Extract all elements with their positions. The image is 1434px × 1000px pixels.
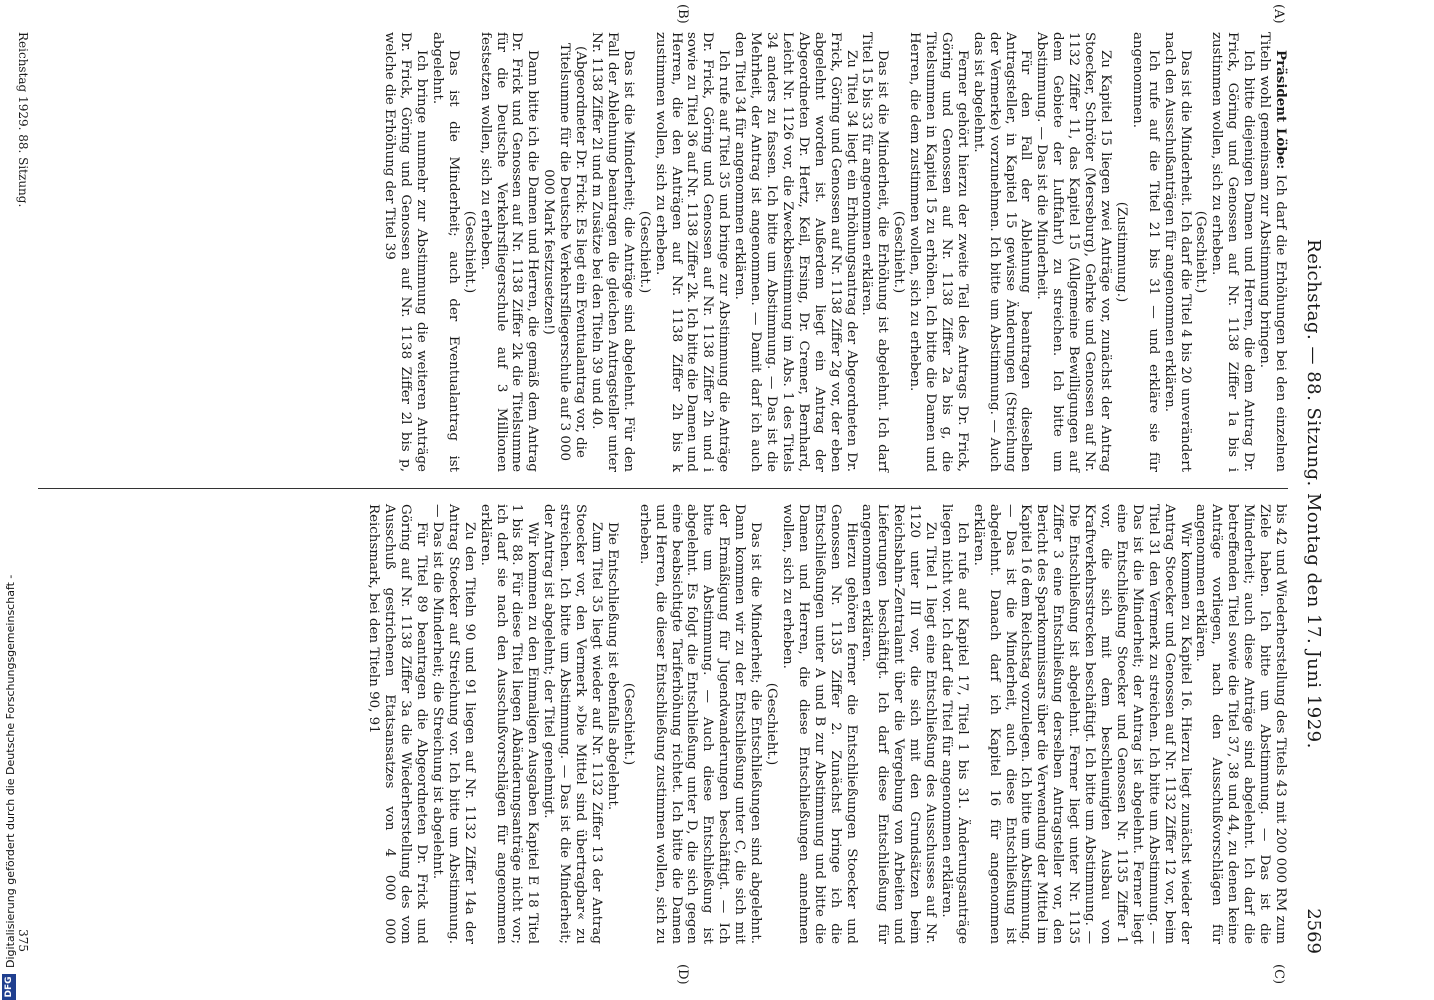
paragraph-text: Für den Fall der Ablehnung beantragen dieselben Antragsteller, in Kapitel 15 gewisse Änderungen (Streichung der Vermerke) vorzunehmen. Ich bitte um Abstimmung. — Auch das ist abgelehnt. — [970, 32, 1034, 472]
paragraph-text: Zu Titel 1 liegt eine Entschließung des Ausschusses auf Nr. 1120 unter III vor, die sich mit den Grundsätzen beim Reichsbahn-Zentralamt über die Vergebung von Arbeiten und Lieferungen beschäftigt. Ich darf diese Entschließung für angenommen erklären. — [859, 504, 939, 944]
paragraph-text: Ich rufe auf Titel 35 und bringe zur Abstimmung die Anträge Dr. Frick, Göring und Genossen auf Nr. 1138 Ziffer 2h und i sowie zu Titel 36 auf Nr. 1138 Ziffer 2k. Ich bitte die Damen und Herren, die den Anträgen auf Nr. 1138 Ziffer 2h bis k zustimmen wollen, sich zu erheben. — [652, 32, 732, 472]
margin-marker-a: (A) — [1271, 4, 1286, 24]
footer-sheet-number: 375 — [16, 929, 30, 952]
paragraph-text: Das ist die Minderheit; die Entschließungen sind abgelehnt. Dann kommen wir zu der Entschließung unter C, die sich mit der Ermäßigung für Jugendwanderungen beschäftigt. — Ich bitte um Abstimmung. — Auch diese Entschließung ist abgelehnt. Es folgt die Entschließung unter D, die sich gegen eine beabsichtigte Tariferhöhung richtet. Ich bitte die Damen und Herren, die dieser Entschließung zustimmen wollen, sich zu erheben. — [636, 504, 764, 944]
paragraph — [477, 504, 541, 944]
paragraph — [604, 504, 620, 944]
paragraph-text: Das ist die Minderheit, die Erhöhung ist abgelehnt. Ich darf Titel 15 bis 33 für angenommen erklären. — [859, 32, 891, 472]
paragraph-text: Zum Titel 35 liegt wieder auf Nr. 1132 Ziffer 13 der Antrag Stoecker vor, den Vermerk »Die Mittel sind übertragbar« zu streichen. Ich bitte um Abstimmung. — Das ist die Minderheit; der Antrag ist abgelehnt; der Titel genehmigt. — [541, 504, 605, 944]
paragraph — [540, 504, 604, 944]
paragraph-text: Wir kommen zu Kapitel 16. Hierzu liegt zunächst wieder der Antrag Stoecker und Genossen auf Nr. 1132 Ziffer 12 vor, beim Titel 31 den Vermerk zu streichen. Ich bitte um Abstimmung. — Das ist die Minderheit; der Antrag ist abgelehnt. Ferner liegt eine Entschließung Stoecker und Genossen Nr. 1135 Ziffer 1 vor, die sich mit dem beschleunigten Ausbau von Kraftverkehrsstrecken beschäftigt. Ich bitte um Abstimmung. — Die Entschließung ist abgelehnt. Ferner liegt unter Nr. 1135 Ziffer 3 eine Entschließung derselben Antragsteller vor, den Bericht des Sparkommissars über die Verwendung der Mittel im Kapitel 16 dem Reichstag vorzulegen. Ich bitte um Abstimmung. — Das ist die Minderheit, auch diese Entschließung ist abgelehnt. Danach darf ich Kapitel 16 für angenommen erklären. — [970, 504, 1193, 944]
paragraph-text: Ich rufe auf die Titel 21 bis 31 — und erkläre sie für angenommen. — [1129, 32, 1161, 472]
paragraph — [429, 32, 461, 472]
digitization-text: Digitalisierung gefördert durch die Deutsche Forschungsgemeinschaft - — [4, 574, 17, 968]
stage-direction: (Geschieht.) — [764, 682, 779, 766]
paragraph-text: Zu Titel 34 liegt ein Erhöhungsantrag der Abgeordneten Dr. Frick, Göring und Genossen auf Nr. 1138 Ziffer 2g vor, der eben abgelehnt worden ist. Außerdem liegt ein Antrag der Abgeordneten Dr. Hertz, Keil, Ersing, Dr. Cremer, Bernhard, Leicht Nr. 1126 vor, die Zweckbestimmung im Abs. 1 des Titels 34 anders zu fassen. Ich bitte um Abstimmung. — Das ist die Mehrheit, der Antrag ist angenommen. — Damit darf ich auch den Titel 34 für angenommen erklären. — [732, 32, 859, 472]
footer-signature: Reichstag 1929. 88. Sitzung. — [16, 32, 30, 208]
paragraph — [588, 32, 636, 472]
stage-direction: (Abgeordneter Dr. Frick: Es liegt ein Eventualantrag vor, die Titelsumme für die Deutsche Verkehrsfliegerschule auf 3 000 000 Mark festzusetzen!) — [541, 43, 589, 461]
paragraph-text: Zu den Titeln 90 und 91 liegen auf Nr. 1132 Ziffer 14a der Antrag Stoecker auf Streichung vor. Ich bitte um Abstimmung. — Das ist die Minderheit; die Streichung ist abgelehnt. — [429, 504, 477, 944]
stage-direction: (Geschieht.) — [620, 682, 636, 766]
paragraph — [970, 504, 1193, 944]
paragraph — [381, 32, 429, 472]
paragraph-text: Die Entschließung ist ebenfalls abgelehnt. — [604, 522, 620, 811]
digitization-notice — [0, 0, 20, 1000]
paragraph-text: Das ist die Minderheit; auch der Eventualantrag ist abgelehnt. — [429, 32, 461, 472]
paragraph — [1161, 32, 1193, 472]
paragraph — [365, 504, 429, 944]
running-head: Reichstag. — 88. Sitzung. Montag den 17. Juni 1929. — [1303, 239, 1324, 749]
paragraph-text: Ferner gehört hierzu der zweite Teil des Antrags Dr. Frick, Göring und Genossen auf Nr. 1138 Ziffer 2a bis g, die Titelsummen in Kapitel 15 zu erhöhen. Ich bitte die Damen und Herren, die dem zustimmen wollen, sich zu erheben. — [907, 32, 970, 472]
paragraph — [429, 504, 477, 944]
paragraph — [652, 32, 732, 472]
paragraph — [1129, 32, 1161, 472]
left-column — [381, 32, 1288, 472]
column-divider — [38, 488, 1288, 489]
paragraph-text: Das ist die Minderheit; die Anträge sind abgelehnt. Für den Fall der Ablehnung beantragen die gleichen Antragsteller unter Nr. 1138 Ziffer 2l und m Zusätze bei den Titeln 39 und 40. — [589, 32, 636, 472]
stage-direction: (Geschieht.) — [461, 210, 477, 294]
page-number: 2569 — [1303, 908, 1324, 954]
paragraph: bis 42 und Wiederherstellung des Titels 43 mit 200 000 RM zum Ziele haben. Ich bitte um Abstimmung. — Das ist die Minderheit; auch diese Anträge sind abgelehnt. Ich darf die betreffenden Titel sowie die Titel 37, 38 und 44, zu denen keine Anträge vorliegen, nach den Ausschußvorschlägen für angenommen erklären. — [1193, 504, 1288, 944]
paragraph — [1208, 32, 1256, 472]
stage-direction: (Geschieht.) — [636, 210, 652, 294]
paragraph-text: Dann bitte ich die Damen und Herren, die gemäß dem Antrag Dr. Frick und Genossen auf Nr. 1138 Ziffer 2k die Titelsumme für die Deutsche Verkehrsfliegerschule auf 3 Millionen festsetzen wollen, sich zu erheben. — [477, 32, 541, 472]
paragraph — [970, 32, 1034, 472]
paragraph-text: Hierzu gehören ferner die Entschließungen Stoecker und Genossen Nr. 1135 Ziffer 2. Zunächst bringe ich die Entschließungen unter A und B zur Abstimmung und bitte die Damen und Herren, die diese Entschließungen annehmen wollen, sich zu erheben. — [779, 504, 859, 944]
margin-marker-c: (C) — [1271, 964, 1286, 985]
paragraph — [938, 504, 970, 944]
stage-direction: (Geschieht.) — [1193, 210, 1209, 294]
margin-marker-d: (D) — [675, 964, 690, 985]
paragraph — [779, 504, 859, 944]
paragraph-text: Ich bitte diejenigen Damen und Herren, die dem Antrag Dr. Frick, Göring und Genossen auf Nr. 1138 Ziffer 1a bis i zustimmen wollen, sich zu erheben. — [1209, 32, 1257, 472]
paragraph — [859, 504, 939, 944]
paragraph-text: Ich bringe nunmehr zur Abstimmung die weiteren Anträge Dr. Frick, Göring und Genossen auf Nr. 1138 Ziffer 2l bis p, welche die Erhöhung der Titel 39 — [382, 32, 430, 472]
paragraph — [731, 32, 858, 472]
paragraph-text: Wir kommen zu den Einmaligen Ausgaben Kapitel E 18 Titel 1 bis 88. Für diese Titel liegen Abänderungsanträge nicht vor; ich darf sie nach den Ausschußvorschlägen für angenommen erklären. — [477, 504, 541, 944]
paragraph-text: Ich darf die Erhöhungen bei den einzelnen Titeln wohl gemeinsam zur Abstimmung bringen. — [1257, 32, 1288, 472]
page-header — [1294, 34, 1324, 954]
right-column — [365, 504, 1288, 944]
paragraph-text: Für Titel 89 beantragen die Abgeordneten Dr. Frick und Göring auf Nr. 1138 Ziffer 3a die Wiederherstellung des vom Ausschuß gestrichenen Etatsansatzes von 4 000 000 Reichsmark, bei den Titeln 90, 91 — [366, 504, 430, 944]
paragraph — [477, 32, 541, 472]
paragraph-text: Ich rufe auf Kapitel 17, Titel 1 bis 31. Änderungsanträge liegen nicht vor. Ich darf die Titel für angenommen erklären. — [938, 504, 970, 944]
document-page — [10, 4, 1330, 984]
paragraph-text: Zu Kapitel 15 liegen zwei Anträge vor, zunächst der Antrag Stoecker, Schröter (Merseburg), Gehrke und Genossen auf Nr. 1132 Ziffer 11, das Kapitel 15 (Allgemeine Bewilligungen auf dem Gebiete der Luftfahrt) zu streichen. Ich bitte um Abstimmung. — Das ist die Minderheit. — [1034, 32, 1114, 472]
margin-marker-b: (B) — [675, 4, 690, 24]
paragraph — [859, 32, 891, 472]
speaker-name: Präsident Löbe: — [1273, 50, 1289, 170]
dfg-logo: DFG — [2, 974, 16, 1000]
paragraph — [1256, 32, 1288, 472]
paragraph-text: Das ist die Minderheit. Ich darf die Titel 4 bis 20 unverändert nach den Ausschußanträgen für angenommen erklären. — [1161, 32, 1193, 472]
paragraph — [636, 504, 763, 944]
paragraph — [906, 32, 970, 472]
paragraph — [1034, 32, 1114, 472]
stage-direction: (Geschieht.) — [891, 210, 907, 294]
stage-direction: (Zustimmung.) — [1113, 201, 1129, 303]
